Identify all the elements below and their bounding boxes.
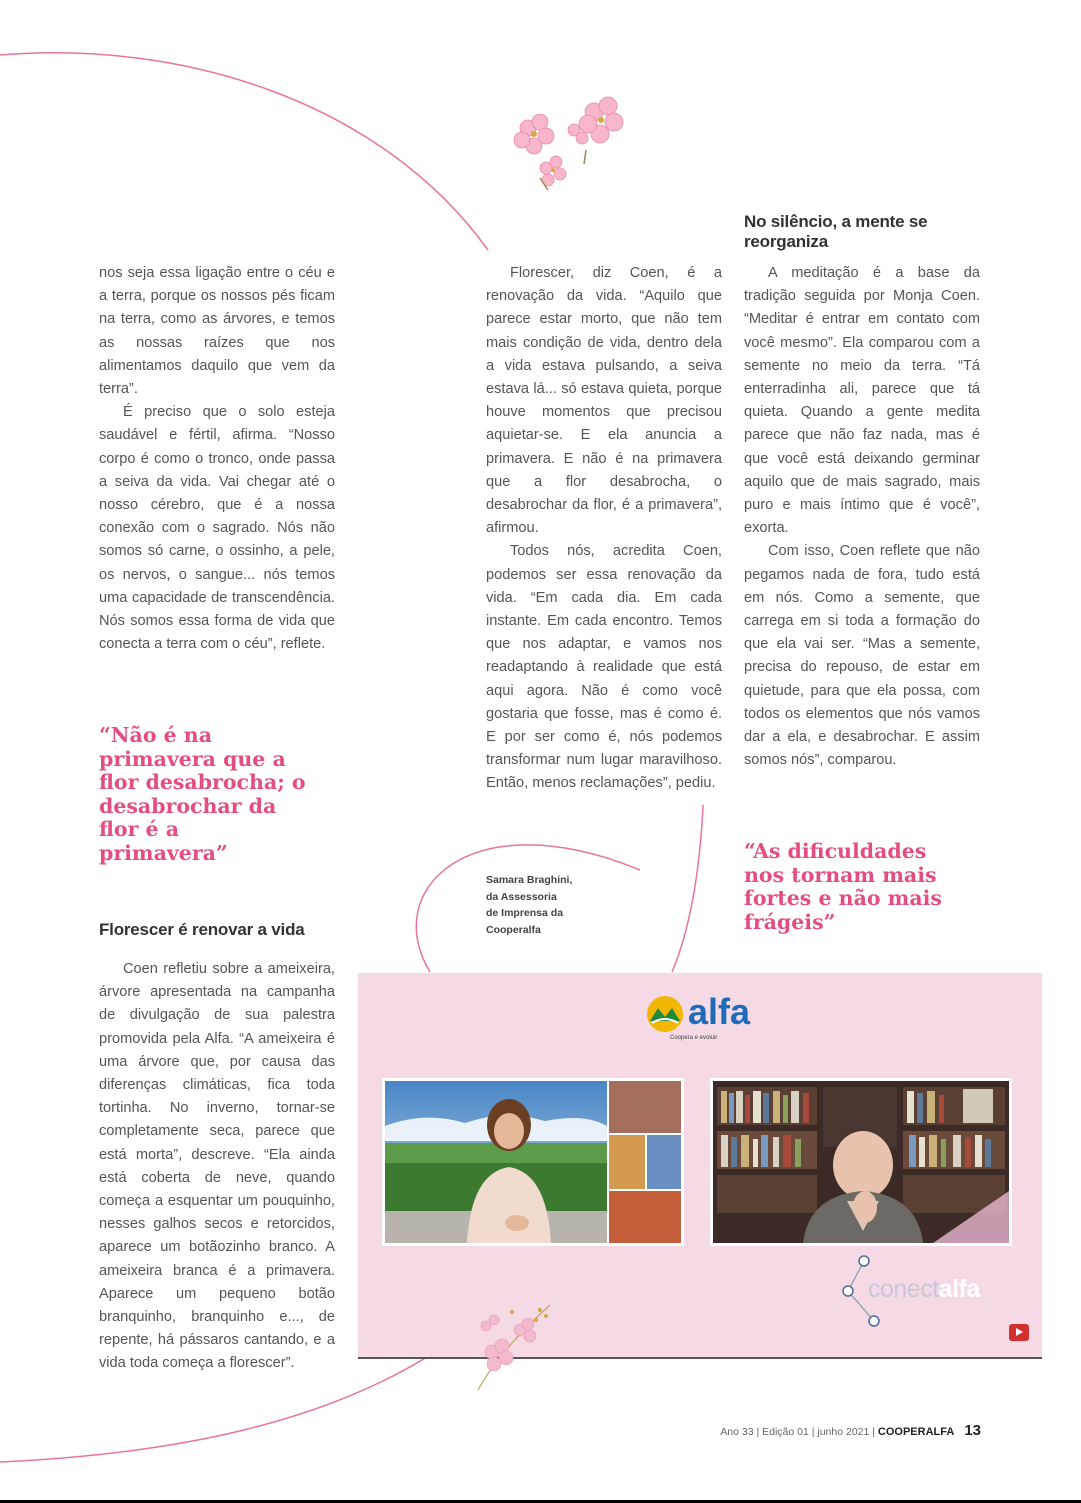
- paragraph: Todos nós, acredita Coen, podemos ser essa renovação da vida. “Em cada dia. Em cada instante. Em cada encontro. Temos que nos adaptar, e vamos nos readaptando à realidade que está aqui agora. Não é como você gostaria que fosse, mas é como é. E por ser como é, nós podemos transformar num lugar maravilhoso. Então, menos reclamações”, pediu.: [486, 543, 722, 792]
- video-panel-guest: [710, 1078, 1012, 1246]
- youtube-icon: [1009, 1324, 1029, 1341]
- paragraph: Com isso, Coen reflete que não pegamos nada de fora, tudo está em nós. Como a semente, que carrega em si toda a formação do que ela vai ser. “Mas a semente, precisa do repouso, de estar em quietude, para que ela possa, com todos os elementos que nós vamos dar a ela, e desabrochar. E assim somos nós”, comparou.: [744, 543, 980, 769]
- pull-quote-dificuldades: “As dificuldades nos tornam mais fortes e não mais frágeis”: [744, 839, 942, 934]
- article-column-2: [486, 262, 722, 796]
- host-photo: [385, 1081, 681, 1243]
- page-number: 13: [964, 1422, 981, 1439]
- article-column-1: [99, 262, 335, 656]
- photo-caption: Samara Braghini, da Assessoria de Imprensa da Cooperalfa: [486, 874, 573, 936]
- section-heading-florescer: Florescer é renovar a vida: [99, 920, 305, 939]
- alfa-logo: alfa Coopera e evoluir: [646, 993, 766, 1043]
- pull-quote-primavera: “Não é na primavera que a flor desabrocha; o desabrochar da flor é a primavera”: [99, 723, 306, 865]
- paragraph: A meditação é a base da tradição seguida por Monja Coen. “Meditar é entrar em contato com você mesmo”. Ela comparou com a semente no meio da terra. “Tá enterradinha ali, parece que tá quieta. Quando a gente medita parece que não faz nada, mas é que você está deixando germinar aquilo que de mais sagrado, mais puro e mais íntimo que é você”, exorta.: [744, 265, 980, 537]
- section-heading-silencio: No silêncio, a mente se reorganiza: [744, 212, 928, 251]
- article-column-3: [744, 262, 980, 772]
- paragraph: É preciso que o solo esteja saudável e fértil, afirma. “Nosso corpo é como o tronco, onde passa a seiva da vida. Vai chegar até o nosso cérebro, que é a nossa conexão com o sagrado. Nós não somos só carne, o ossinho, a pele, os nervos, o sangue... nós temos uma capacidade de transcendência. Nós somos essa forma de vida que conecta a terra com o céu”, reflete.: [99, 404, 335, 653]
- alfa-logo-icon: [646, 995, 684, 1033]
- paragraph: Florescer, diz Coen, é a renovação da vida. “Aquilo que parece estar morto, que não tem mais condição de vida, dentro dela a vida estava pulsando, a seiva estava lá... só estava quieta, porque houve momentos que precisou aquietar-se. E ela anuncia a primavera. E não é na primavera que a flor desabrocha, o desabrochar da flor, é a primavera”, afirmou.: [486, 265, 722, 537]
- article-column-1-continued: [99, 958, 335, 1376]
- paragraph: nos seja essa ligação entre o céu e a terra, porque os nossos pés ficam na terra, como as árvores, e temos as nossas raízes que nos alimentamos daquilo que vem da terra”.: [99, 265, 335, 398]
- paragraph: Coen refletiu sobre a ameixeira, árvore apresentada na campanha de divulgação de sua palestra promovida pela Alfa. “A ameixeira é uma árvore que, por causa das diferenças climáticas, fica toda tortinha. No inverno, tornar-se completamente seca, parece que está morta”, descreve. “Ela ainda está coberta de neve, quando começa a esquentar um pouquinho, nesses galhos secos e retorcidos, aparece um botãozinho branco. A ameixeira branca é a primavera. Aparece um pequeno botão branquinho, branquinho e..., de repente, há pássaros cantando, e a vida toda começa a florescer”.: [99, 961, 335, 1372]
- guest-photo: [713, 1081, 1009, 1243]
- page-footer: Ano 33 | Edição 01 | junho 2021 | COOPERALFA 13: [720, 1422, 981, 1439]
- video-panel-host: [382, 1078, 684, 1246]
- video-call-banner: [358, 973, 1042, 1359]
- conectalfa-brand: conectalfa: [868, 1275, 980, 1303]
